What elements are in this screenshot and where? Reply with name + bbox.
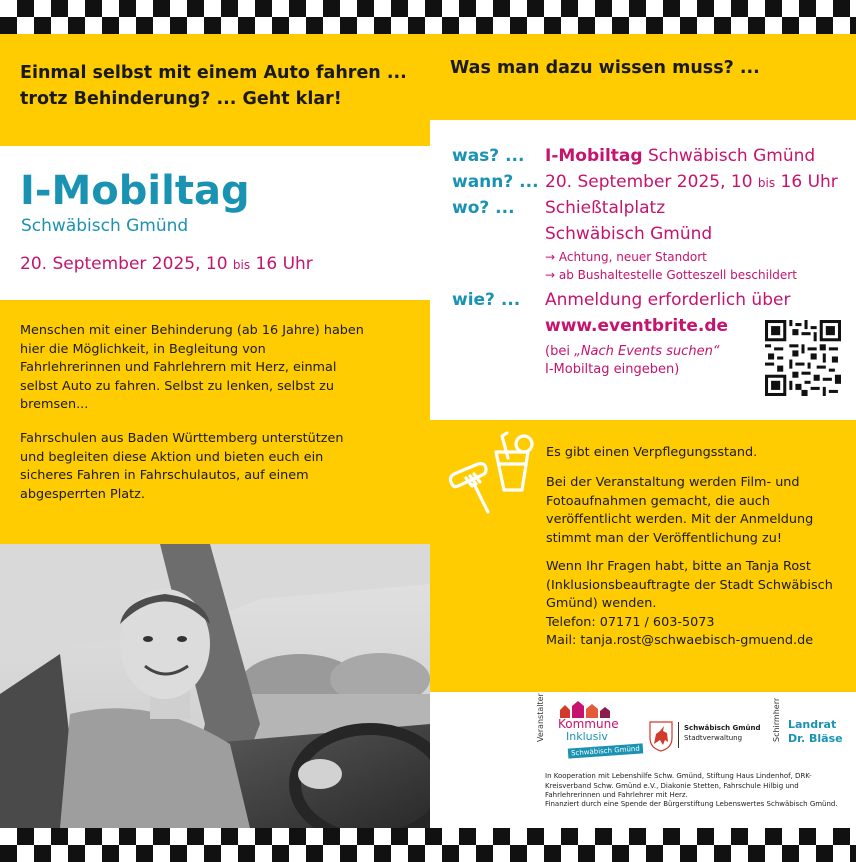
eventbrite-link[interactable]: www.eventbrite.de — [545, 316, 729, 336]
date-prefix: 20. September 2025, 10 — [20, 254, 228, 274]
city-name: Schwäbisch Gmünd — [684, 724, 761, 732]
wo-note-2: → ab Bushaltestelle Gotteszell beschildert — [545, 268, 797, 282]
wo-line-1: Schießtalplatz — [545, 198, 666, 218]
landrat-name: Dr. Bläse — [788, 732, 843, 745]
wann-suffix: 16 Uhr — [780, 172, 838, 192]
wann-value — [545, 172, 838, 192]
was-value — [545, 146, 815, 166]
event-title: I-Mobiltag — [20, 168, 250, 214]
schirmherr-label: Schirmherr — [772, 697, 781, 742]
media-note: Bei der Veranstaltung werden Film- und Fotoaufnahmen gemacht, die auch veröffentlicht werden. Mit der Anmeldung stimmt man der Veröffentlichung zu! — [546, 475, 814, 546]
city-admin: Stadtverwaltung — [684, 734, 743, 742]
event-city: Schwäbisch Gmünd — [21, 216, 189, 236]
wo-label: wo? ... — [452, 198, 515, 218]
event-date — [20, 254, 313, 274]
veranstalter-label: Veranstalter — [536, 693, 545, 742]
wie-note-italic: „Nach Events suchen“ — [574, 344, 720, 359]
kommune-tag: Schwäbisch Gmünd — [568, 743, 643, 758]
driver-photo-illustration — [0, 544, 430, 828]
kommune-text: Kommune — [558, 717, 619, 731]
description-paragraph-2: Fahrschulen aus Baden Württemberg unterstützen und begleiten diese Aktion und bieten euch ein sicheres Fahren in Fahrschulautos, auf einem abgesperrten Platz. — [20, 431, 344, 502]
description-box — [0, 300, 430, 544]
qr-code-icon[interactable] — [765, 320, 841, 396]
date-bis: bis — [232, 258, 251, 272]
right-header — [430, 34, 856, 120]
inklusiv-text: Inklusiv — [566, 730, 608, 743]
logos-footer — [430, 692, 856, 828]
info-heading: Was man dazu wissen muss? ... — [450, 58, 760, 78]
title-box — [0, 146, 430, 300]
contact-phone: Telefon: 07171 / 603-5073 — [546, 615, 715, 630]
wo-line-2: Schwäbisch Gmünd — [545, 224, 713, 244]
wie-note-1 — [545, 344, 720, 359]
was-bold: I-Mobiltag — [545, 146, 643, 166]
landrat-title: Landrat — [788, 718, 837, 731]
additional-info-box — [430, 420, 856, 692]
wann-prefix: 20. September 2025, 10 — [545, 172, 753, 192]
was-label: was? ... — [452, 146, 525, 166]
intro-heading — [20, 60, 407, 112]
date-suffix: 16 Uhr — [255, 254, 313, 274]
info-box — [430, 120, 856, 420]
catering-note: Es gibt einen Verpflegungsstand. — [546, 445, 758, 460]
wie-note-prefix: (bei — [545, 344, 575, 359]
kommune-inklusiv-logo — [548, 700, 641, 760]
checker-border-top — [0, 0, 856, 34]
funding-note: Finanziert durch eine Spende der Bürgerstiftung Lebenswertes Schwäbisch Gmünd. — [545, 800, 838, 808]
wo-note-1: → Achtung, neuer Standort — [545, 250, 707, 264]
wie-line-1: Anmeldung erforderlich über — [545, 290, 791, 310]
was-rest: Schwäbisch Gmünd — [642, 146, 816, 166]
intro-line-2: trotz Behinderung? ... Geht klar! — [20, 89, 342, 109]
checker-border-bottom — [0, 828, 856, 862]
contact-note: Wenn Ihr Fragen habt, bitte an Tanja Rost (Inklusionsbeauftragte der Stadt Schwäbisch Gmünd) wenden. — [546, 559, 833, 611]
description-paragraph-1: Menschen mit einer Behinderung (ab 16 Jahre) haben hier die Möglichkeit, in Begleitung von Fahrlehrerinnen und Fahrlehrern mit Herz, einmal selbst Auto zu fahren. Selbst zu lenken, selbst zu bremsen... — [20, 323, 364, 412]
wie-label: wie? ... — [452, 290, 521, 310]
cooperation-note: In Kooperation mit Lebenshilfe Schw. Gmünd, Stiftung Haus Lindenhof, DRK-Kreisverband Schw. Gmünd e.V., Diakonie Stetten, Fahrschule Hilbig und Fahrlehrerinnen und Fahrlehrer mit Herz. — [545, 772, 812, 799]
wann-label: wann? ... — [452, 172, 539, 192]
unicorn-coat-of-arms-icon — [648, 720, 674, 752]
wann-bis: bis — [757, 176, 776, 190]
wie-note-2: I-Mobiltag eingeben) — [545, 362, 680, 377]
city-logo-divider — [678, 722, 679, 748]
food-drink-icon — [444, 430, 536, 520]
driver-photo — [0, 544, 430, 828]
left-header — [0, 34, 430, 146]
contact-mail[interactable]: Mail: tanja.rost@schwaebisch-gmuend.de — [546, 633, 814, 648]
intro-line-1: Einmal selbst mit einem Auto fahren ... — [20, 63, 407, 83]
